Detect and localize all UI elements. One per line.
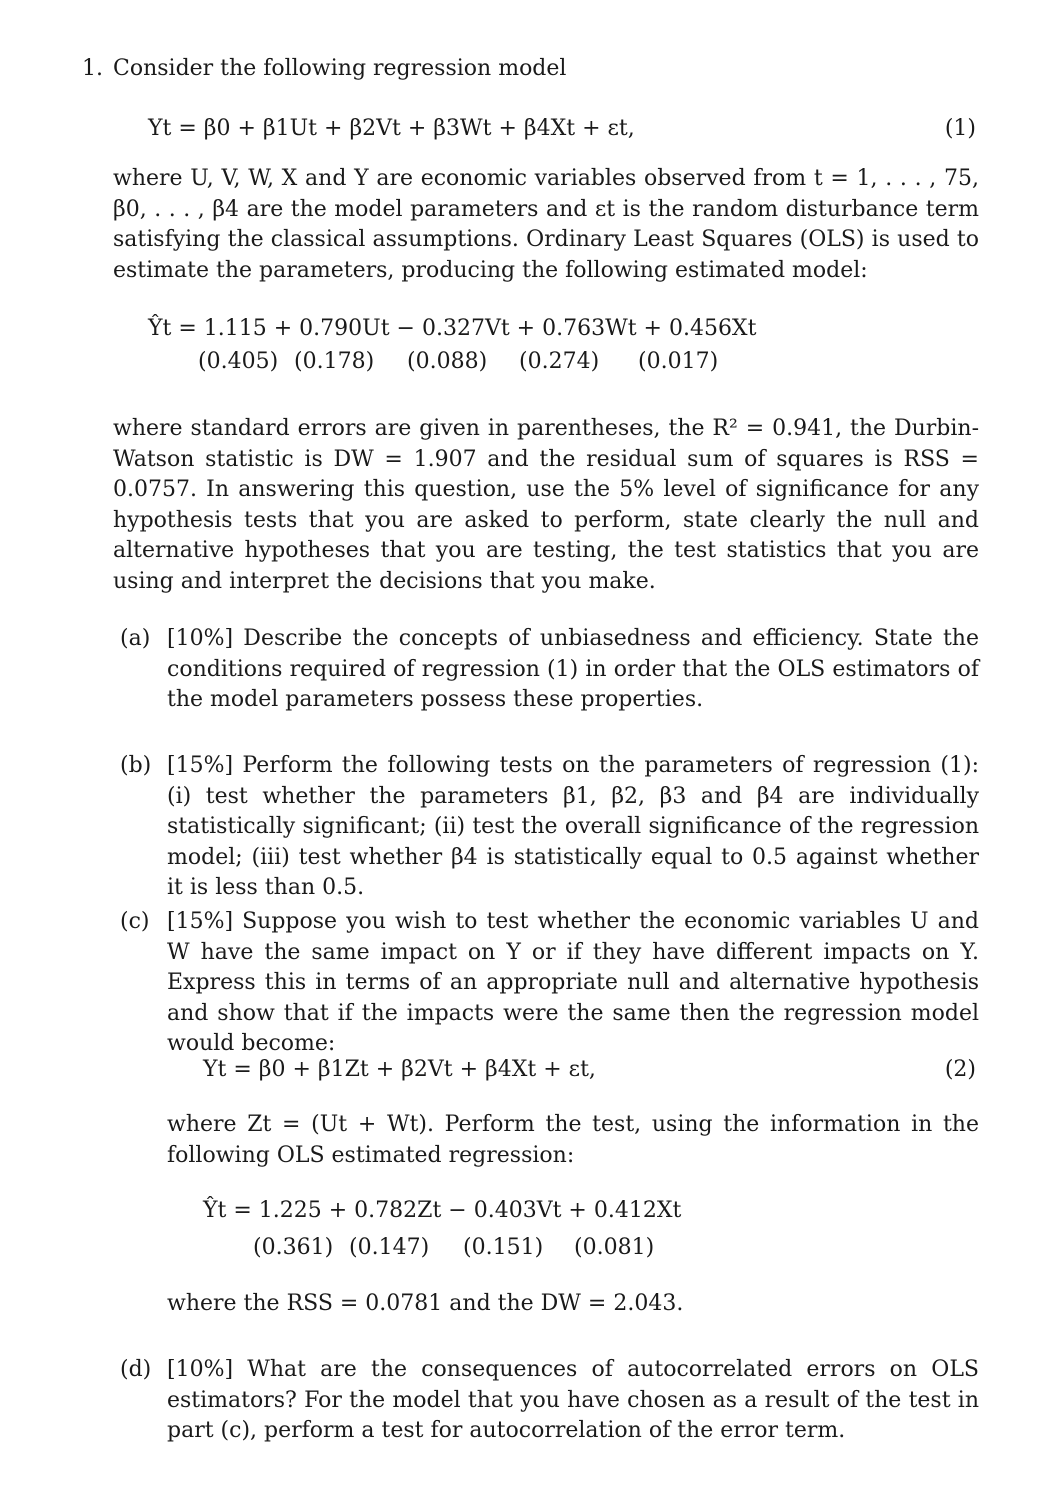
instructions-paragraph: where standard errors are given in parentheses, the R² = 0.941, the Durbin-Watson statistic is DW = 1.907 and the residual sum of squares is RSS = 0.0757. In answering this question, use the 5% level of significance for any hypothesis tests that you are asked to perform, state clearly the null and alternative hypotheses that you are testing, the test statistics that you are using and interpret the decisions that you make. bbox=[113, 416, 979, 594]
part-d-text: [10%] What are the consequences of autocorrelated errors on OLS estimators? For the model that you have chosen as a result of the test in part (c), perform a test for autocorrelation of the error term. bbox=[167, 1357, 979, 1443]
equation-2: Yt = β0 + β1Zt + β2Vt + β4Xt + εt, bbox=[203, 1057, 596, 1082]
intro-paragraph: where U, V, W, X and Y are economic variables observed from t = 1, . . . , 75, β0, . . . , β4 are the model parameters and εt is the random disturbance term satisfying the classical assumptions. Ordinary Least Squares (OLS) is used to estimate the parameters, producing the following estimated model: bbox=[113, 166, 979, 283]
estimated-equation-1: Ŷt = 1.115 + 0.790Ut − 0.327Vt + 0.763Wt + 0.456Xt bbox=[148, 316, 757, 341]
part-c-text-3: where the RSS = 0.0781 and the DW = 2.043. bbox=[167, 1291, 684, 1316]
part-b-label: (b) bbox=[120, 753, 152, 778]
equation-1-number: (1) bbox=[944, 116, 976, 141]
estimated-equation-2: Ŷt = 1.225 + 0.782Zt − 0.403Vt + 0.412Xt bbox=[203, 1198, 682, 1223]
part-d-label: (d) bbox=[120, 1357, 152, 1382]
question-title: Consider the following regression model bbox=[113, 56, 567, 81]
se-value: (0.147) bbox=[349, 1235, 430, 1260]
se-value: (0.088) bbox=[407, 349, 488, 374]
se-value: (0.274) bbox=[519, 349, 600, 374]
se-value: (0.017) bbox=[638, 349, 719, 374]
equation-1: Yt = β0 + β1Ut + β2Vt + β3Wt + β4Xt + εt, bbox=[148, 116, 635, 141]
part-b-text: [15%] Perform the following tests on the parameters of regression (1): (i) test whether the parameters β1, β2, β3 and β4 are individually statistically significant; (ii) test the overall significance of the regression model; (iii) test whether β4 is statistically equal to 0.5 against whether it is less than 0.5. bbox=[167, 753, 979, 900]
se-value: (0.178) bbox=[294, 349, 375, 374]
part-c-label: (c) bbox=[120, 909, 150, 934]
part-a-label: (a) bbox=[120, 626, 151, 651]
part-a-text: [10%] Describe the concepts of unbiasedness and efficiency. State the conditions required of regression (1) in order that the OLS estimators of the model parameters possess these properties. bbox=[167, 626, 979, 712]
se-value: (0.081) bbox=[574, 1235, 655, 1260]
part-c-text-2: where Zt = (Ut + Wt). Perform the test, using the information in the following OLS estimated regression: bbox=[167, 1112, 979, 1168]
equation-2-number: (2) bbox=[944, 1057, 976, 1082]
se-value: (0.361) bbox=[253, 1235, 334, 1260]
part-c-text: [15%] Suppose you wish to test whether the economic variables U and W have the same impact on Y or if they have different impacts on Y. Express this in terms of an appropriate null and alternative hypothesis and show that if the impacts were the same then the regression model would become: bbox=[167, 909, 979, 1056]
se-value: (0.151) bbox=[463, 1235, 544, 1260]
se-value: (0.405) bbox=[198, 349, 279, 374]
question-number: 1. bbox=[82, 56, 103, 81]
